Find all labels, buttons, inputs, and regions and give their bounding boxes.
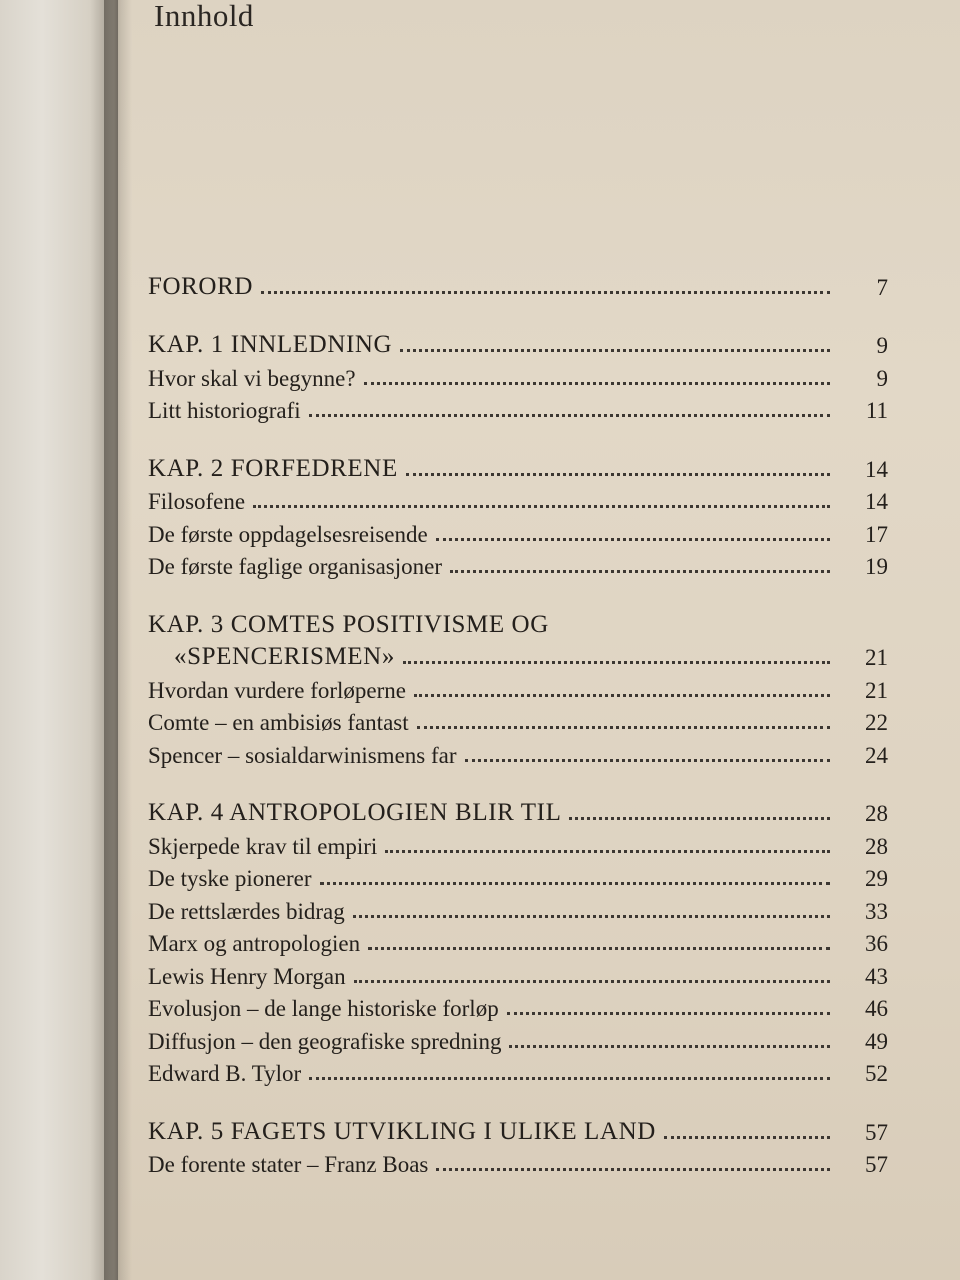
toc-subentry [148,483,888,516]
toc-chapter-entry [148,795,888,828]
toc-section [148,606,888,769]
toc-entry-label: Hvor skal vi begynne? [148,365,356,391]
toc-page-number: 22 [865,710,888,735]
toc-chapter-entry [148,268,888,301]
toc-subentry [148,671,888,704]
dot-leader [436,1168,830,1171]
gutter-shadow [104,0,132,1280]
dot-leader [403,661,830,664]
dot-leader [509,1045,830,1048]
toc-chapter-entry [148,450,888,483]
toc-entry-label: KAP. 2 FORFEDRENE [148,454,398,482]
toc-entry-label: De rettslærdes bidrag [148,898,345,924]
toc-section [148,1113,888,1178]
toc-entry-label: Evolusjon – de lange historiske forløp [148,996,499,1021]
toc-entry-label: KAP. 1 INNLEDNING [148,331,393,358]
dot-leader [309,1077,830,1080]
toc-section [148,327,888,425]
toc-page-number: 21 [865,645,888,670]
toc-entry-label: Skjerpede krav til empiri [148,833,378,859]
dot-leader [450,570,830,573]
toc-page-number: 57 [865,1152,888,1177]
toc-entry-label: KAP. 4 ANTROPOLOGIEN BLIR TIL [148,799,562,826]
dot-leader [354,980,830,983]
toc-entry-label: De første faglige organisasjoner [148,554,443,579]
toc-entry-label: Hvordan vurdere forløperne [148,677,406,703]
toc-entry-label: Filosofene [148,489,246,514]
toc-subentry [148,359,888,392]
toc-page-number: 43 [865,963,888,989]
dot-leader [261,291,830,294]
dot-leader [465,759,830,762]
dot-leader [253,505,830,508]
toc-section [148,795,888,1088]
toc-subentry [148,892,888,925]
toc-page-number: 33 [865,898,888,924]
dot-leader [507,1012,830,1015]
toc-page-number: 57 [865,1119,888,1145]
toc-subentry [148,1146,888,1179]
toc-page-number: 28 [865,801,888,826]
toc-chapter-entry [148,606,888,639]
dot-leader [436,538,830,541]
toc-entry-label: Comte – en ambisiøs fantast [148,710,409,735]
toc-subentry [148,548,888,581]
toc-section [148,268,888,301]
toc-section [148,450,888,580]
toc-page-number: 52 [865,1061,888,1086]
toc-entry-label: KAP. 5 FAGETS UTVIKLING I ULIKE LAND [148,1117,656,1145]
dot-leader [368,947,830,950]
toc-page-number: 7 [876,274,888,300]
dot-leader [406,473,830,476]
toc-entry-label: Lewis Henry Morgan [148,963,346,989]
toc-entry-label: Edward B. Tylor [148,1061,302,1086]
toc-entry-label: Marx og antropologien [148,931,361,956]
table-of-contents [148,268,888,1204]
toc-subentry [148,957,888,990]
dot-leader [414,694,830,697]
toc-entry-label: De forente stater – Franz Boas [148,1152,429,1177]
toc-subentry [148,860,888,893]
dot-leader [364,382,830,385]
toc-page-number: 49 [865,1028,888,1054]
toc-entry-label: Spencer – sosialdarwinismens far [148,742,457,768]
toc-page-number: 29 [865,866,888,891]
toc-chapter-entry [148,639,888,672]
toc-page-number: 9 [876,365,888,391]
toc-page-number: 9 [876,333,888,358]
toc-page-number: 28 [865,833,888,859]
dot-leader [385,850,830,853]
toc-entry-label: Diffusjon – den geografiske spredning [148,1028,502,1054]
toc-entry-label: De første oppdagelsesreisende [148,521,428,547]
toc-page-number: 21 [865,677,888,703]
dot-leader [417,726,830,729]
toc-entry-label: FORORD [148,272,254,300]
toc-page-number: 19 [865,554,888,579]
toc-chapter-entry [148,1113,888,1146]
book-page [118,0,960,1280]
toc-page-number: 36 [865,931,888,956]
toc-entry-label: KAP. 3 COMTES POSITIVISME OG [148,610,549,638]
left-page-edge [0,0,120,1280]
toc-subentry [148,1055,888,1088]
toc-entry-label: «SPENCERISMEN» [174,643,395,670]
toc-subentry [148,990,888,1023]
dot-leader [309,414,830,417]
toc-page-number: 17 [865,521,888,547]
toc-subentry [148,736,888,769]
toc-page-number: 24 [865,742,888,768]
toc-subentry [148,827,888,860]
dot-leader [569,817,830,820]
page-title: Innhold [154,0,254,33]
toc-page-number: 11 [865,398,888,423]
toc-chapter-entry [148,327,888,360]
toc-subentry [148,704,888,737]
toc-page-number: 14 [865,489,888,514]
toc-subentry [148,392,888,425]
toc-entry-label: De tyske pionerer [148,866,312,891]
dot-leader [353,915,830,918]
toc-page-number: 46 [865,996,888,1021]
toc-subentry [148,515,888,548]
toc-page-number: 14 [865,456,888,482]
dot-leader [664,1136,830,1139]
toc-subentry [148,925,888,958]
dot-leader [320,882,831,885]
dot-leader [400,349,830,352]
toc-subentry [148,1022,888,1055]
toc-entry-label: Litt historiografi [148,398,301,423]
